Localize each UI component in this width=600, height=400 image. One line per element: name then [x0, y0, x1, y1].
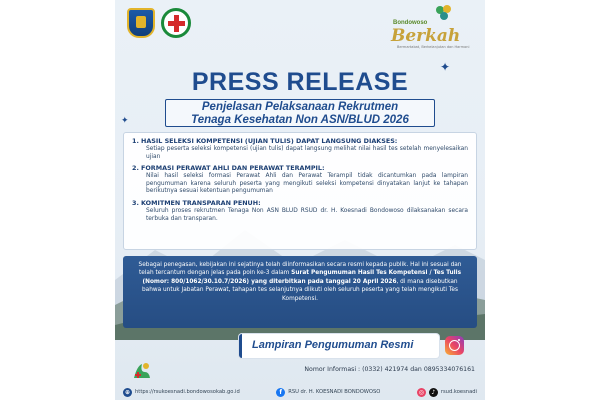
lampiran-banner[interactable] — [239, 334, 439, 358]
list-item — [132, 137, 468, 161]
contact-number: (0332) 421974 dan 0895334076161 — [362, 366, 475, 373]
health-logo-icon — [131, 360, 153, 382]
lampiran-label: Lampiran Pengumuman Resmi — [252, 339, 414, 351]
facebook-link[interactable]: RSU dr. H. KOESNADI BONDOWOSO — [288, 389, 381, 395]
footer-social[interactable] — [417, 388, 477, 397]
item-number: 3. — [132, 198, 139, 207]
brand-big: Berkah — [391, 26, 461, 46]
subtitle-line-1: Penjelasan Pelaksanaan Rekrutmen — [201, 101, 399, 113]
paragraph-part-1: Sebagai penegasan, kebijakan ini sejatinya telah diinformasikan secara resmi kepada publik. Hal ini sesuai dan telah tercantum dengan jelas pada poin ke-3 dalam — [138, 262, 462, 277]
item-body: Seluruh proses rekrutmen Tenaga Non ASN BLUD RSUD dr. H. Koesnadi Bondowoso dilaksanakan secara terbuka dan transparan. — [146, 207, 468, 222]
brand-small: Bondowoso — [393, 20, 428, 26]
website-link[interactable]: https://rsukoesnadi.bondowosokab.go.id — [135, 389, 240, 395]
list-item — [132, 164, 468, 196]
footer — [115, 384, 485, 400]
paragraph-bold: Surat Pengumuman Hasil Tes Kompetensi / Tes Tulis (Nomor: 800/1062/30.10.7/2026) yang diterbitkan pada tanggal 20 April 2026 — [142, 270, 462, 285]
paragraph-part-2: , di mana disebutkan bahwa untuk Jabatan Perawat, tahapan tes selanjutnya diikuti oleh seluruh peserta yang telah mengikuti Tes Kompetensi. — [141, 278, 459, 302]
leaf-icon — [435, 4, 453, 22]
header-logos — [127, 8, 191, 38]
tiktok-link[interactable]: rsud.koesnadi — [440, 389, 477, 395]
brand-tagline: Bermartabat, Berkelanjutan dan Harmoni — [397, 45, 470, 49]
facebook-icon: f — [276, 388, 285, 397]
subtitle-box — [165, 99, 435, 127]
list-item — [132, 199, 468, 223]
footer-website[interactable] — [123, 388, 240, 397]
press-release-poster — [115, 0, 485, 400]
item-body: Nilai hasil seleksi formasi Perawat Ahli dan Perawat Terampil tidak dicantumkan pada lampiran pengumuman karena seluruh peserta yang mengikuti seleksi kompetensi dinyatakan lanjut ke tahapan berikutnya sesuai ketentuan pengumuman — [146, 173, 468, 195]
item-heading: KOMITMEN TRANSPARAN PENUH: — [141, 198, 261, 207]
page-title: PRESS RELEASE — [191, 68, 409, 96]
instagram-small-icon: ◎ — [418, 388, 424, 396]
hospital-logo-icon — [161, 8, 191, 38]
item-heading: FORMASI PERAWAT AHLI DAN PERAWAT TERAMPIL: — [141, 164, 325, 173]
sparkle-icon: ✦ — [440, 60, 451, 74]
sparkle-icon: ✦ — [121, 116, 129, 126]
contact-info — [304, 366, 475, 373]
item-heading: HASIL SELEKSI KOMPETENSI (UJIAN TULIS) DAPAT LANGSUNG DIAKSES: — [141, 137, 398, 145]
instagram-icon[interactable] — [445, 336, 464, 355]
subtitle-line-2: Tenaga Kesehatan Non ASN/BLUD 2026 — [191, 114, 409, 126]
item-body: Setiap peserta seleksi kompetensi (ujian tulis) dapat langsung melihat nilai hasil tes setelah menyelesaikan ujian — [146, 146, 468, 160]
footer-facebook[interactable] — [276, 388, 380, 397]
item-number: 2. — [132, 164, 139, 173]
tiktok-icon: ♪ — [429, 388, 438, 397]
kabupaten-emblem-icon — [127, 8, 155, 38]
clarification-paragraph — [123, 256, 477, 328]
subtitle — [166, 101, 434, 127]
bondowoso-berkah-logo — [391, 4, 471, 50]
points-box — [123, 132, 477, 250]
contact-label: Nomor Informasi : — [304, 366, 363, 373]
item-number: 1. — [132, 137, 139, 145]
globe-icon: ⊕ — [124, 388, 131, 396]
